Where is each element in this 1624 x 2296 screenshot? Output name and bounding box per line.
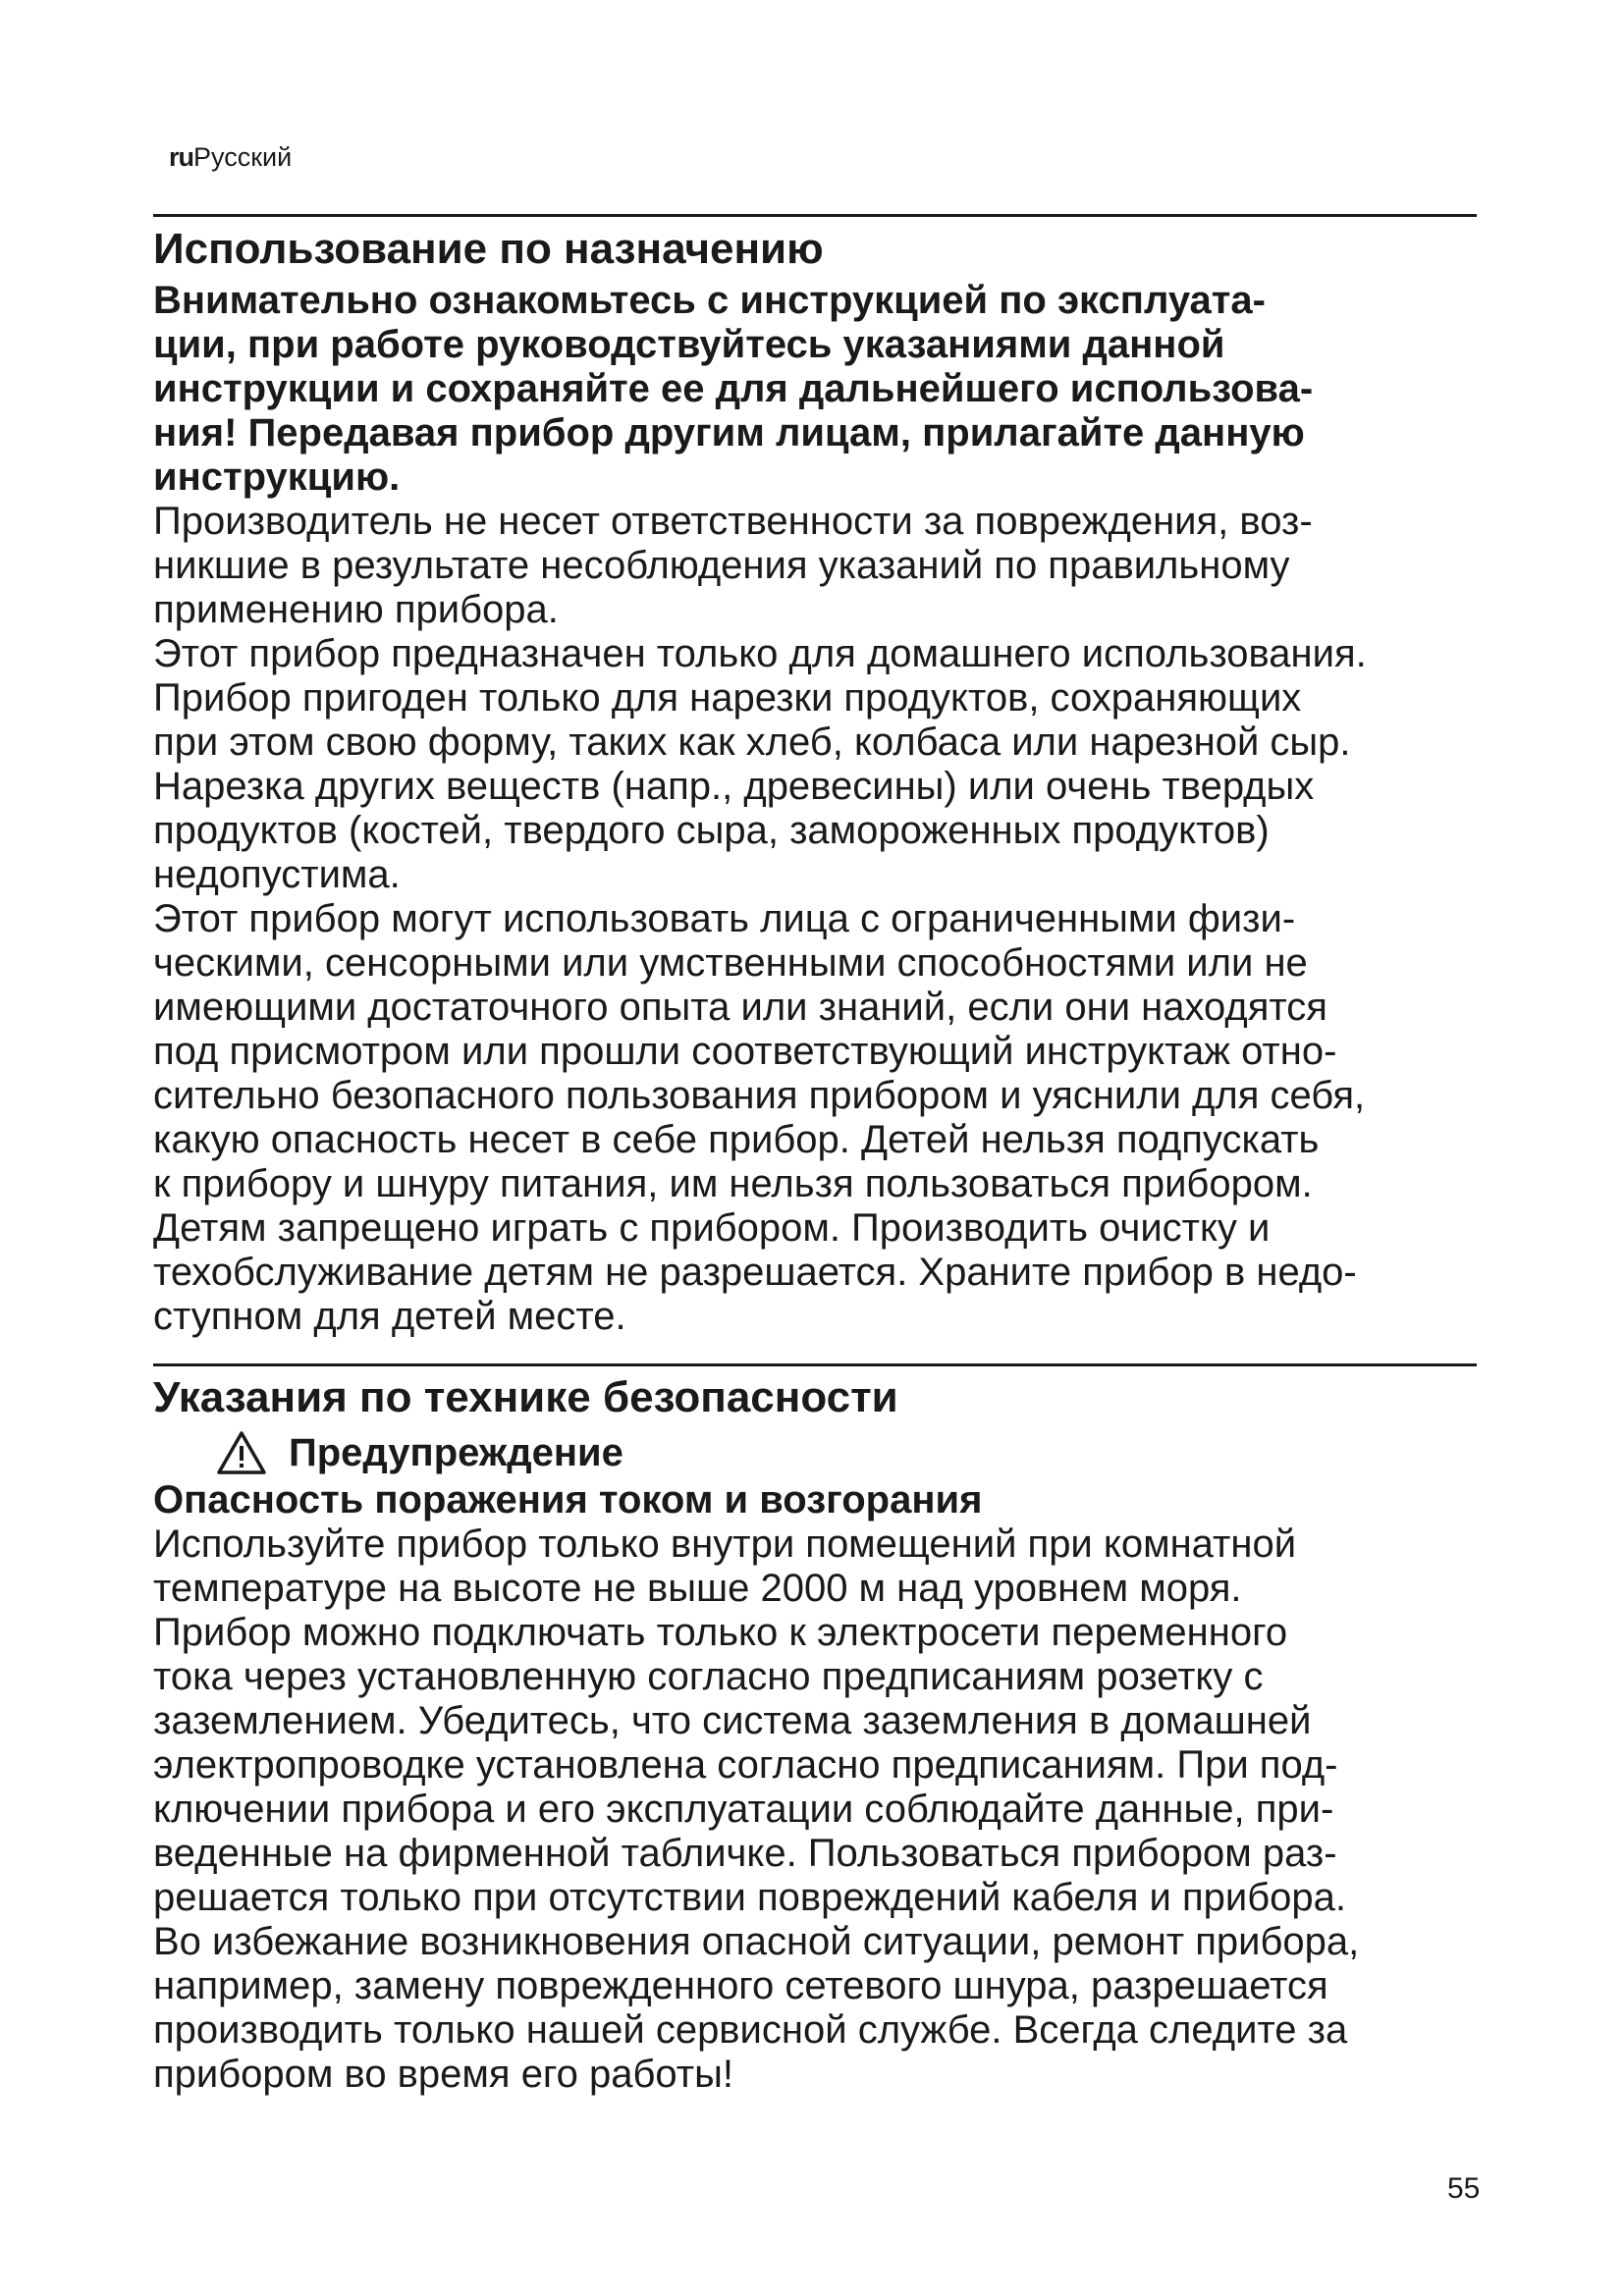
text-line: температуре на высоте не выше 2000 м над уровнем моря. (153, 1567, 1242, 1610)
text-line: решается только при отсутствии повреждений кабеля и прибора. (153, 1876, 1346, 1919)
text-line: Во избежание возникновения опасной ситуации, ремонт прибора, (153, 1920, 1360, 1963)
text-line: Прибор можно подключать только к электросети переменного (153, 1611, 1288, 1654)
text-line: ключении прибора и его эксплуатации соблюдайте данные, при- (153, 1788, 1334, 1831)
text-line: ступном для детей месте. (153, 1295, 626, 1338)
text-line: Используйте прибор только внутри помещений при комнатной (153, 1522, 1297, 1566)
text-line: веденные на фирменной табличке. Пользоваться прибором раз- (153, 1832, 1337, 1875)
warning-triangle-icon (216, 1430, 267, 1475)
page-number: 55 (1447, 2172, 1481, 2205)
text-line: Детям запрещено играть с прибором. Производить очистку и (153, 1206, 1271, 1250)
section-divider-top (153, 214, 1477, 217)
text-line: Этот прибор предназначен только для домашнего использования. (153, 632, 1367, 675)
paragraph-restricted-persons (153, 897, 1489, 1339)
text-line: при этом свою форму, таких как хлеб, колбаса или нарезной сыр. (153, 721, 1351, 764)
section-intended-use (153, 224, 1489, 1339)
text-line: какую опасность несет в себе прибор. Детей нельзя подпускать (153, 1118, 1320, 1161)
language-name: Русский (193, 142, 293, 172)
text-line: Внимательно ознакомьтесь с инструкцией по эксплуата- (153, 279, 1266, 322)
text-line: под присмотром или прошли соответствующий инструктаж отно- (153, 1030, 1337, 1073)
section-title-intended-use: Использование по назначению (153, 225, 824, 273)
hazard-subheading: Опасность поражения током и возгорания (153, 1478, 983, 1522)
text-line: Производитель не несет ответственности за повреждения, воз- (153, 500, 1313, 543)
paragraph-electrical-safety (153, 1522, 1489, 2097)
paragraph-household-use (153, 632, 1489, 897)
text-line: Этот прибор могут использовать лица с ограниченными физи- (153, 897, 1296, 940)
text-line: Нарезка других веществ (напр., древесины) или очень твердых (153, 765, 1315, 808)
text-line: ции, при работе руководствуйтесь указаниями данной (153, 323, 1225, 366)
text-line: к прибору и шнуру питания, им нельзя пользоваться прибором. (153, 1162, 1313, 1205)
language-code: ru (169, 142, 193, 172)
warning-label: Предупреждение (289, 1430, 623, 1474)
text-line: заземлением. Убедитесь, что система заземления в домашней (153, 1699, 1312, 1742)
text-line: никшие в результате несоблюдения указаний по правильному (153, 544, 1290, 587)
text-line: Прибор пригоден только для нарезки продуктов, сохраняющих (153, 676, 1302, 720)
language-header (169, 142, 292, 172)
text-line: тока через установленную согласно предписаниям розетку с (153, 1655, 1264, 1698)
section-title-safety: Указания по технике безопасности (153, 1373, 898, 1421)
text-line: сительно безопасного пользования прибором и уяснили для себя, (153, 1074, 1366, 1117)
paragraph-liability (153, 500, 1489, 632)
text-line: недопустима. (153, 853, 401, 896)
text-line: имеющими достаточного опыта или знаний, если они находятся (153, 986, 1327, 1029)
text-line: применению прибора. (153, 588, 559, 631)
text-line: продуктов (костей, твердого сыра, замороженных продуктов) (153, 809, 1270, 852)
text-line: техобслуживание детям не разрешается. Храните прибор в недо- (153, 1251, 1357, 1294)
section-divider-middle (153, 1363, 1477, 1366)
bold-intro-paragraph (153, 279, 1489, 500)
section-safety (153, 1372, 1489, 2097)
text-line: ния! Передавая прибор другим лицам, прилагайте данную (153, 411, 1305, 454)
text-line: электропроводке установлена согласно предписаниям. При под- (153, 1743, 1338, 1787)
text-line: ческими, сенсорными или умственными способностями или не (153, 941, 1308, 985)
text-line: например, замену поврежденного сетевого шнура, разрешается (153, 1964, 1328, 2007)
warning-block (216, 1427, 1489, 1478)
text-line: производить только нашей сервисной службе. Всегда следите за (153, 2008, 1348, 2052)
text-line: инструкции и сохраняйте ее для дальнейшего использова- (153, 367, 1314, 410)
text-line: прибором во время его работы! (153, 2053, 733, 2096)
text-line: инструкцию. (153, 455, 401, 499)
